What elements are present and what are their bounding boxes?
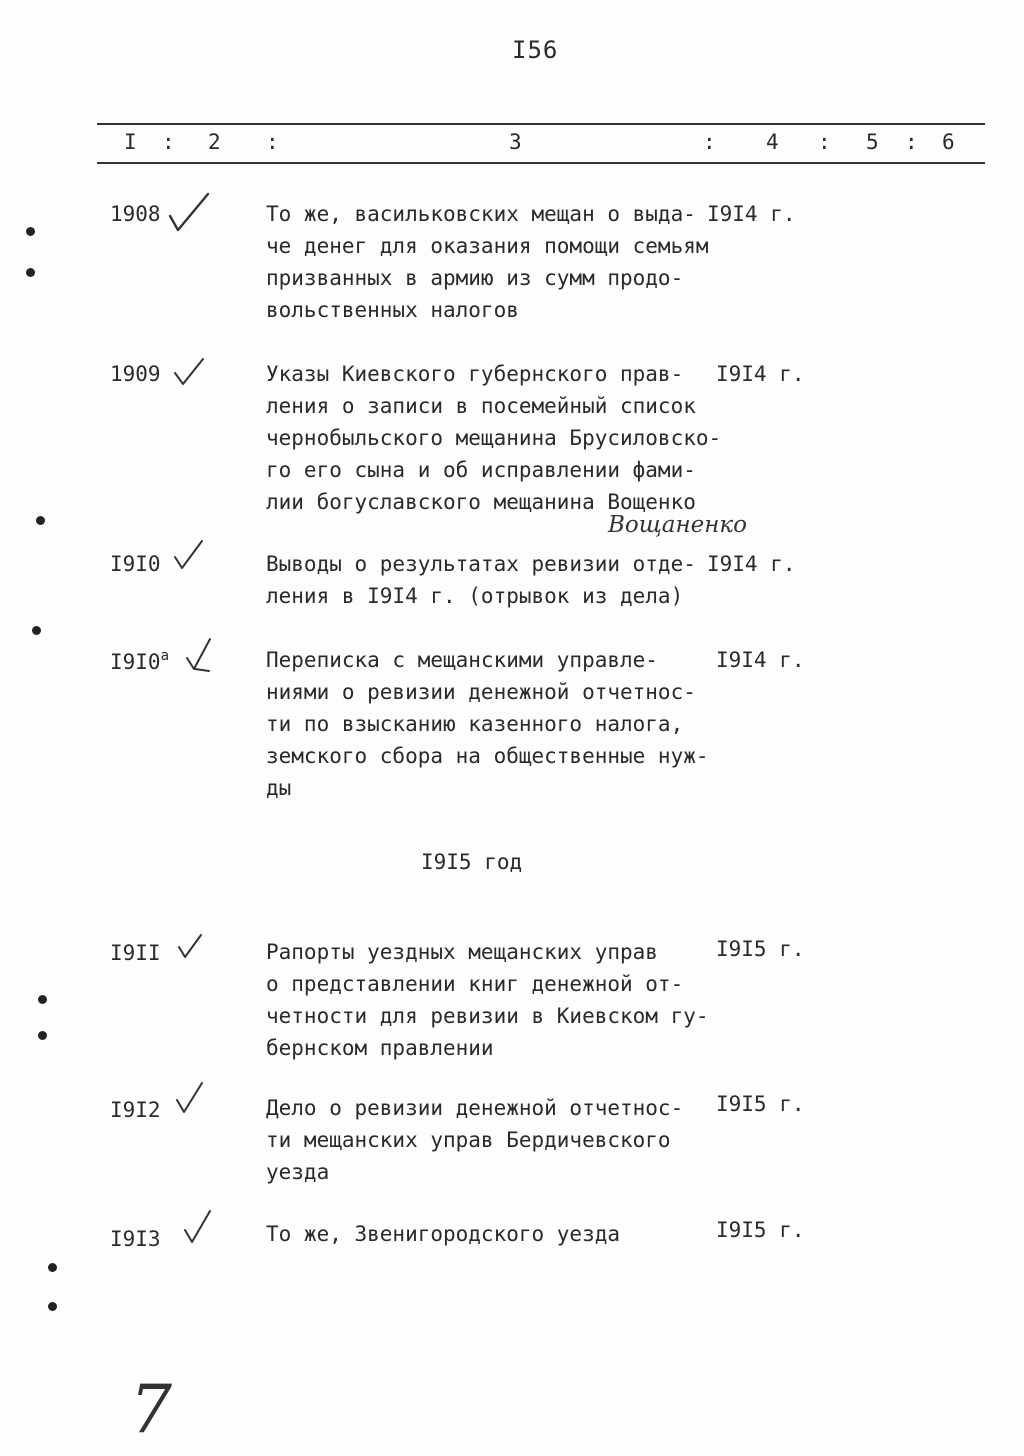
header-rule-top xyxy=(97,123,985,125)
description-line: лии богуславского мещанина Вощенко xyxy=(266,490,696,514)
entry-description xyxy=(266,1092,683,1188)
check-mark-icon xyxy=(172,538,206,572)
entry-date: I9I4 г. xyxy=(716,362,805,386)
description-line: Рапорты уездных мещанских управ xyxy=(266,940,658,964)
column-header-separator: : xyxy=(703,130,716,154)
description-line: ниями о ревизии денежной отчетнос- xyxy=(266,680,696,704)
description-line: ления о записи в посемейный список xyxy=(266,394,696,418)
entry-number: I9I3 xyxy=(110,1227,161,1251)
column-header-separator: : xyxy=(162,130,175,154)
description-line: ти мещанских управ Бердичевского xyxy=(266,1128,671,1152)
description-line: бернском правлении xyxy=(266,1036,494,1060)
entry-number-superscript: a xyxy=(160,648,170,664)
entry-date: I9I5 г. xyxy=(716,1218,805,1242)
description-line: о представлении книг денежной от- xyxy=(266,972,684,996)
punch-hole xyxy=(26,268,35,277)
description-line: Переписка с мещанскими управле- xyxy=(266,648,658,672)
handwritten-mark xyxy=(124,1360,180,1444)
description-line: Выводы о результатах ревизии отде- xyxy=(266,552,696,576)
check-mark-icon xyxy=(172,356,206,388)
column-header-separator: : xyxy=(905,130,918,154)
entry-date: I9I5 г. xyxy=(716,937,805,961)
punch-hole xyxy=(38,1031,47,1040)
check-mark-icon xyxy=(184,636,214,674)
description-line: вольственных налогов xyxy=(266,298,519,322)
entry-description xyxy=(266,548,696,612)
description-line: То же, васильковских мещан о выда- xyxy=(266,202,696,226)
check-mark-icon xyxy=(176,932,204,960)
entry-date: I9I5 г. xyxy=(716,1092,805,1116)
check-mark-icon xyxy=(174,1080,206,1116)
column-header-5: 5 xyxy=(866,130,879,154)
check-mark-icon xyxy=(166,190,214,234)
check-mark-icon xyxy=(182,1208,214,1246)
entry-number: I9II xyxy=(110,941,161,965)
column-header-6: 6 xyxy=(942,130,955,154)
entry-number xyxy=(110,648,169,674)
entry-date: I9I4 г. xyxy=(707,202,796,226)
punch-hole xyxy=(48,1302,57,1311)
column-header-4: 4 xyxy=(766,130,779,154)
entry-number: I9I2 xyxy=(110,1098,161,1122)
entry-date: I9I4 г. xyxy=(716,648,805,672)
entry-number: 1908 xyxy=(110,202,161,226)
description-line: То же, Звенигородского уезда xyxy=(266,1222,621,1246)
punch-hole xyxy=(38,995,47,1004)
punch-hole xyxy=(36,516,45,525)
description-line: Дело о ревизии денежной отчетнос- xyxy=(266,1096,684,1120)
entry-description xyxy=(266,1218,620,1250)
column-header-separator: : xyxy=(266,130,279,154)
description-line: четности для ревизии в Киевском гу- xyxy=(266,1004,709,1028)
entry-number: I9I0 xyxy=(110,552,161,576)
description-line: чернобыльского мещанина Брусиловско- xyxy=(266,426,722,450)
punch-hole xyxy=(48,1263,57,1272)
entry-number: 1909 xyxy=(110,362,161,386)
entry-description xyxy=(266,198,709,326)
column-header-3: 3 xyxy=(509,130,522,154)
description-line: го его сына и об исправлении фами- xyxy=(266,458,696,482)
entry-description xyxy=(266,936,709,1064)
entry-description xyxy=(266,358,721,518)
description-line: призванных в армию из сумм продо- xyxy=(266,266,684,290)
description-line: Указы Киевского губернского прав- xyxy=(266,362,684,386)
header-rule-bottom xyxy=(97,162,985,164)
description-line: че денег для оказания помощи семьям xyxy=(266,234,709,258)
description-line: земского сбора на общественные нуж- xyxy=(266,744,709,768)
column-header-separator: : xyxy=(818,130,831,154)
handwritten-mark-text: 7 xyxy=(130,1371,172,1444)
description-line: ления в I9I4 г. (отрывок из дела) xyxy=(266,584,684,608)
handwritten-correction-text: Вощаненко xyxy=(608,512,747,538)
entry-description xyxy=(266,644,709,804)
entry-date: I9I4 г. xyxy=(707,552,796,576)
punch-hole xyxy=(26,227,35,236)
handwritten-correction xyxy=(604,502,780,542)
description-line: ти по взысканию казенного налога, xyxy=(266,712,684,736)
entry-number-value: I9I0 xyxy=(110,650,161,674)
column-header-1: I xyxy=(124,130,137,154)
punch-hole xyxy=(32,626,41,635)
column-header-2: 2 xyxy=(208,130,221,154)
section-title: I9I5 год xyxy=(421,850,523,874)
description-line: уезда xyxy=(266,1160,330,1184)
page-number: I56 xyxy=(512,36,559,64)
description-line: ды xyxy=(266,776,292,800)
